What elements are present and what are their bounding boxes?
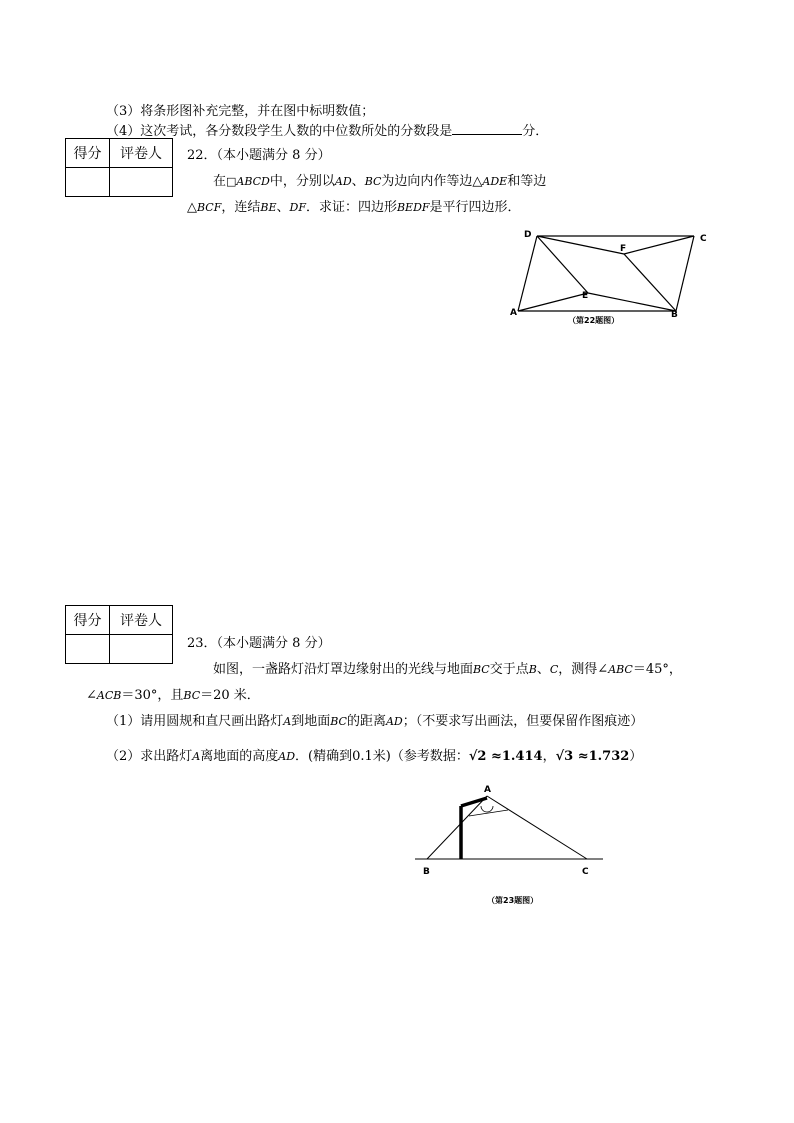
q23-text: （1）请用圆规和直尺画出路灯	[106, 714, 284, 729]
q23-line2	[86, 684, 260, 703]
q23-math: ABC	[608, 663, 633, 676]
q23-text: 如图，一盏路灯沿灯罩边缘射出的光线与地面	[213, 662, 474, 677]
q23-math: BC	[183, 689, 201, 702]
q22-text: 和等边	[507, 174, 547, 189]
grader-cell[interactable]	[110, 168, 173, 197]
segment-fc	[624, 236, 694, 254]
q23-text: 的距离	[346, 714, 386, 729]
q21-answer-blank[interactable]	[452, 122, 522, 135]
q22-text: ．求证：四边形	[305, 200, 397, 215]
q22-math: BEDF	[396, 201, 430, 214]
score-header: 得分	[66, 606, 110, 635]
q23-subq2	[106, 745, 642, 764]
q23-text: 离地面的高度	[200, 749, 279, 764]
label-f: F	[620, 244, 627, 254]
q23-text: ；（不要求写出画法，但要保留作图痕迹）	[402, 714, 644, 729]
q23-text: ）	[629, 749, 643, 764]
q23-header: 23．（本小题满分 8 分）	[187, 636, 331, 651]
label-a: A	[510, 308, 517, 318]
q23-text: ，测得∠	[558, 662, 609, 677]
grader-header: 评卷人	[110, 606, 173, 635]
q22-math: BC	[364, 175, 382, 188]
segment-ae	[518, 293, 588, 311]
q23-text: ，	[542, 749, 556, 764]
q22-math: BCF	[197, 201, 222, 214]
figure-22	[500, 225, 730, 330]
q22-math: □ABCD	[226, 175, 270, 188]
lampshade-arc	[481, 806, 493, 812]
score-cell[interactable]	[66, 168, 110, 197]
q22-text: △	[187, 200, 197, 215]
q23-text: 到地面	[291, 714, 331, 729]
q23-math: BC	[330, 715, 347, 728]
q23-math: B	[528, 663, 537, 676]
light-ray-ac	[487, 796, 587, 859]
q22-text: ，连结	[221, 200, 261, 215]
grader-header: 评卷人	[110, 139, 173, 168]
q23-math: A	[192, 750, 201, 763]
q23-text: 交于点	[489, 662, 529, 677]
q22-math: ADE	[482, 175, 508, 188]
q21-item3: （3）将条形图补充完整，并在图中标明数值；	[106, 104, 375, 119]
q22-text: 为边向内作等边△	[381, 174, 483, 189]
q23-text: （2）求出路灯	[106, 749, 193, 764]
label-d: D	[524, 230, 532, 240]
label-b: B	[423, 867, 430, 877]
q22-text: 是平行四边形．	[429, 200, 521, 215]
label-a: A	[484, 785, 491, 795]
q23-text: ＝20 米．	[200, 688, 260, 703]
reference-sqrt3: √3 ≈1.732	[555, 749, 630, 764]
score-table-q22	[65, 138, 173, 197]
q23-math: AD	[278, 750, 296, 763]
label-c: C	[582, 867, 589, 877]
q23-math: A	[283, 715, 292, 728]
q23-line1	[213, 658, 682, 677]
q22-math: DF	[289, 201, 306, 214]
q22-text: 中，分别以	[269, 174, 335, 189]
q22-header: 22．（本小题满分 8 分）	[187, 148, 331, 163]
q23-text: ＝45°，	[632, 662, 682, 677]
q22-math: AD	[334, 175, 352, 188]
q21-item4	[106, 120, 548, 139]
segment-ad	[518, 236, 537, 311]
q23-text: ∠	[86, 688, 97, 703]
q22-text: 在	[213, 174, 227, 189]
q23-text: ＝30°，且	[121, 688, 184, 703]
score-header: 得分	[66, 139, 110, 168]
label-b: B	[671, 310, 678, 320]
q23-subq1	[106, 710, 643, 729]
label-e: E	[582, 291, 589, 301]
segment-cb	[676, 236, 694, 311]
q23-math: AD	[385, 715, 403, 728]
q22-line1	[213, 170, 546, 189]
label-c: C	[700, 234, 707, 244]
lampshade-rim	[469, 810, 508, 816]
grader-cell[interactable]	[110, 635, 173, 664]
q21-item4-text: （4）这次考试，各分数段学生人数的中位数所处的分数段是	[106, 124, 453, 139]
q23-text: 、	[536, 662, 550, 677]
score-cell[interactable]	[66, 635, 110, 664]
q22-text: 、	[351, 174, 365, 189]
q22-line2	[187, 196, 521, 215]
figure-22-caption: （第22题图）	[568, 316, 620, 325]
q22-text: 、	[276, 200, 290, 215]
q21-item4-unit: 分．	[522, 124, 549, 139]
q22-math: BE	[260, 201, 277, 214]
q23-math: ACB	[96, 689, 122, 702]
light-ray-ab	[427, 796, 487, 859]
q23-math: C	[549, 663, 559, 676]
score-table-q23	[65, 605, 173, 664]
q23-math: BC	[473, 663, 490, 676]
lamp-arm	[461, 798, 487, 806]
q23-text: ．(精确到0.1米)（参考数据：	[295, 749, 469, 764]
figure-23	[405, 780, 615, 910]
reference-sqrt2: √2 ≈1.414	[468, 749, 543, 764]
figure-23-caption: （第23题图）	[487, 896, 539, 905]
